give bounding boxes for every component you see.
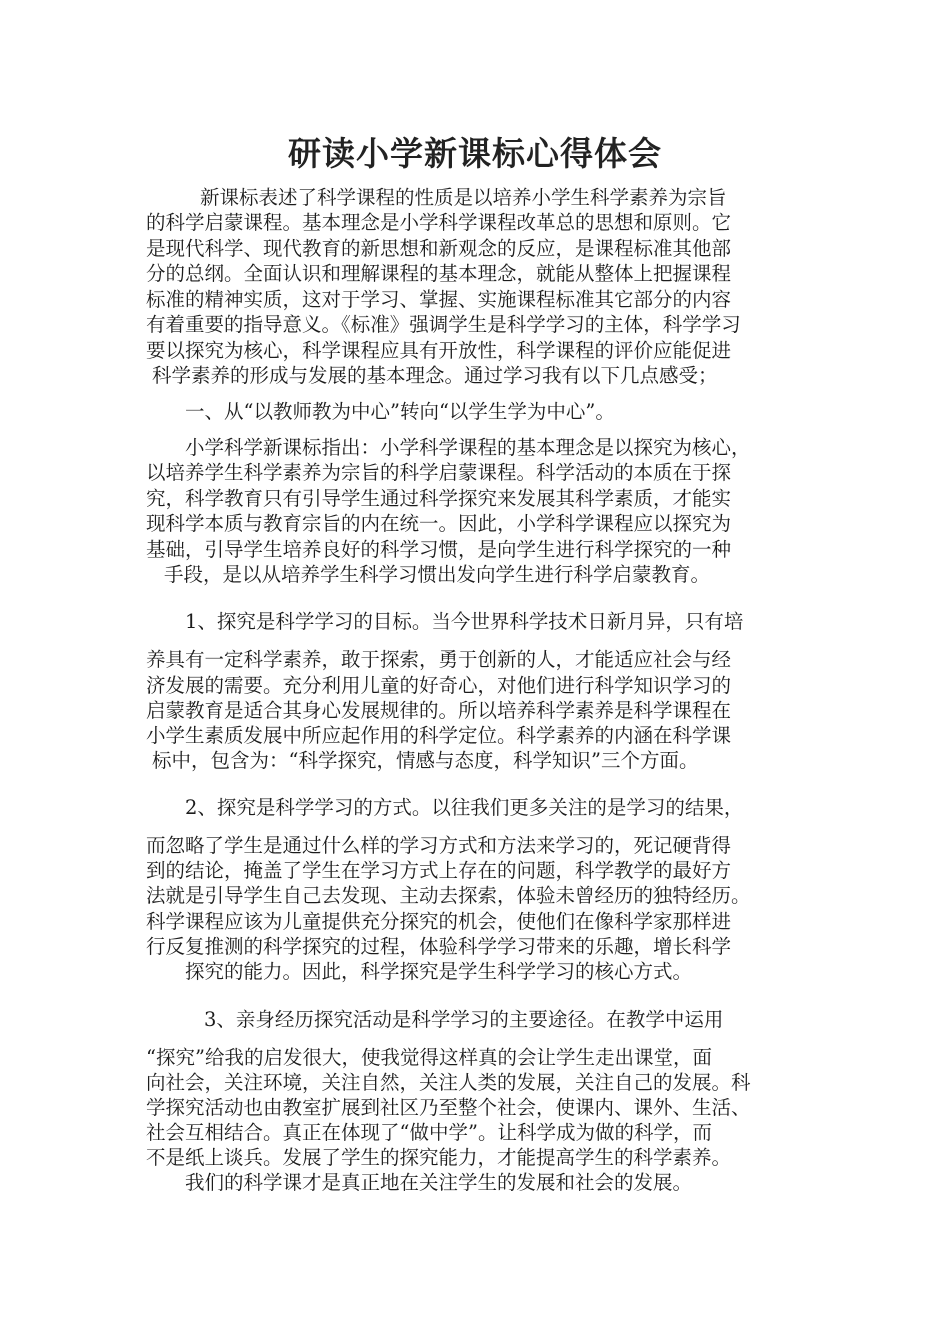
paragraph-9-line-1: “探究”给我的启发很大，使我觉得这样真的会让学生走出课堂，面: [146, 1046, 712, 1069]
paragraph-7-line-2: 到的结论，掩盖了学生在学习方式上存在的问题，科学教学的最好方: [146, 859, 732, 882]
paragraph-1-line-8: 科学素养的形成与发展的基本理念。通过学习我有以下几点感受；: [152, 364, 718, 387]
paragraph-7-line-1: 而忽略了学生是通过什么样的学习方式和方法来学习的，死记硬背得: [146, 834, 732, 857]
paragraph-3-line-1: 小学科学新课标指出：小学科学课程的基本理念是以探究为核心，: [185, 436, 751, 459]
paragraph-7-line-4: 科学课程应该为儿童提供充分探究的机会，使他们在像科学家那样进: [146, 910, 732, 933]
paragraph-1-line-4: 分的总纲。全面认识和理解课程的基本理念，就能从整体上把握课程: [146, 262, 732, 285]
paragraph-9-line-6: 我们的科学课才是真正地在关注学生的发展和社会的发展。: [185, 1171, 693, 1194]
paragraph-5-line-5: 标中，包含为：“科学探究，情感与态度，科学知识”三个方面。: [152, 749, 699, 772]
document-title: 研读小学新课标心得体会: [288, 134, 662, 173]
paragraph-3-line-3: 究，科学教育只有引导学生通过科学探究来发展其科学素质，才能实: [146, 487, 732, 510]
point-3-heading: 3、亲身经历探究活动是科学学习的主要途径。在教学中运用: [204, 1008, 724, 1031]
paragraph-3-line-2: 以培养学生科学素养为宗旨的科学启蒙课程。科学活动的本质在于探: [146, 461, 732, 484]
paragraph-5-line-1: 养具有一定科学素养，敢于探索，勇于创新的人，才能适应社会与经: [146, 648, 732, 671]
point-2-heading: 2、探究是科学学习的方式。以往我们更多关注的是学习的结果，: [185, 796, 744, 819]
paragraph-9-line-5: 不是纸上谈兵。发展了学生的探究能力，才能提高学生的科学素养。: [146, 1146, 732, 1169]
point-1-heading: 1、探究是科学学习的目标。当今世界科学技术日新月异，只有培: [185, 610, 744, 633]
paragraph-1-line-5: 标准的精神实质，这对于学习、掌握、实施课程标准其它部分的内容: [146, 288, 732, 311]
paragraph-1-line-1: 新课标表述了科学课程的性质是以培养小学生科学素养为宗旨: [200, 186, 727, 209]
paragraph-1-line-2: 的科学启蒙课程。基本理念是小学科学课程改革总的思想和原则。它: [146, 211, 732, 234]
paragraph-5-line-2: 济发展的需要。充分利用儿童的好奇心，对他们进行科学知识学习的: [146, 674, 732, 697]
paragraph-7-line-6: 探究的能力。因此，科学探究是学生科学学习的核心方式。: [185, 960, 693, 983]
paragraph-7-line-3: 法就是引导学生自己去发现、主动去探索，体验未曾经历的独特经历。: [146, 884, 751, 907]
paragraph-1-line-6: 有着重要的指导意义。《标准》强调学生是科学学习的主体，科学学习: [146, 313, 741, 336]
paragraph-3-line-5: 基础，引导学生培养良好的科学习惯，是向学生进行科学探究的一种: [146, 538, 732, 561]
paragraph-1-line-3: 是现代科学、现代教育的新思想和新观念的反应，是课程标准其他部: [146, 237, 732, 260]
paragraph-3-line-6: 手段，是以从培养学生科学习惯出发向学生进行科学启蒙教育。: [164, 563, 711, 586]
paragraph-5-line-3: 启蒙教育是适合其身心发展规律的。所以培养科学素养是科学课程在: [146, 699, 732, 722]
paragraph-3-line-4: 现科学本质与教育宗旨的内在统一。因此，小学科学课程应以探究为: [146, 512, 732, 535]
paragraph-9-line-2: 向社会，关注环境，关注自然，关注人类的发展，关注自己的发展。科: [146, 1071, 751, 1094]
paragraph-1-line-7: 要以探究为核心，科学课程应具有开放性，科学课程的评价应能促进: [146, 339, 732, 362]
paragraph-7-line-5: 行反复推测的科学探究的过程，体验科学学习带来的乐趣，增长科学: [146, 935, 732, 958]
paragraph-5-line-4: 小学生素质发展中所应起作用的科学定位。科学素养的内涵在科学课: [146, 724, 732, 747]
section-heading-1: 一、从“以教师教为中心”转向“以学生学为中心”。: [185, 400, 615, 423]
paragraph-9-line-4: 社会互相结合。真正在体现了“做中学”。让科学成为做的科学，而: [146, 1121, 712, 1144]
paragraph-9-line-3: 学探究活动也由教室扩展到社区乃至整个社会，使课内、课外、生活、: [146, 1096, 751, 1119]
